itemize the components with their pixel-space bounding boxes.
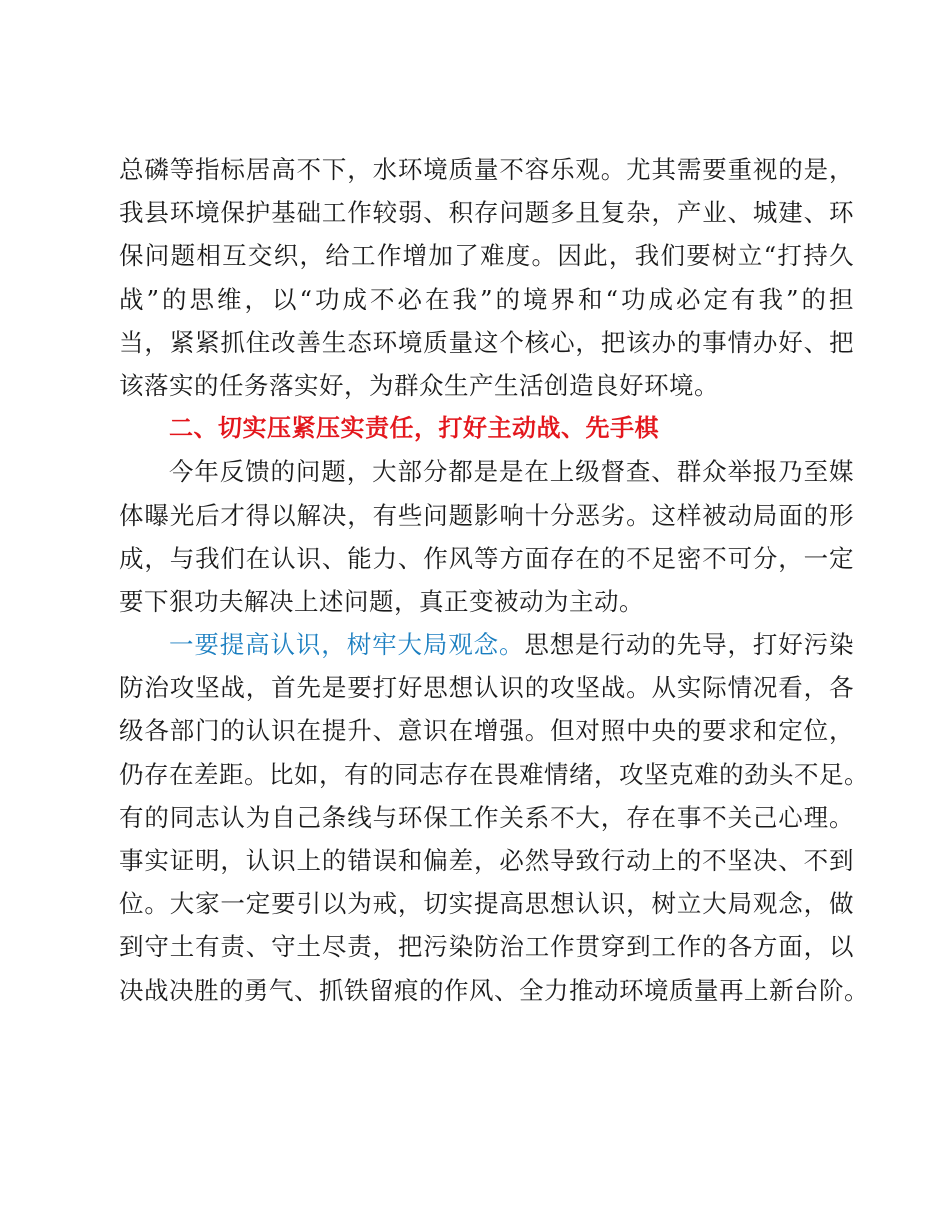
- text-line: 事实证明，认识上的错误和偏差，必然导致行动上的不坚决、不到: [119, 846, 854, 875]
- text-line: 今年反馈的问题，大部分都是是在上级督查、群众举报乃至媒: [169, 457, 854, 487]
- lead-line-rest: 思想是行动的先导，打好污染: [524, 630, 855, 660]
- text-line: 保问题相互交织，给工作增加了难度。因此，我们要树立“打持久: [119, 241, 854, 271]
- text-line: 战”的思维，以“功成不必在我”的境界和“功成必定有我”的担: [119, 284, 854, 314]
- paragraph-feedback-issues: [119, 450, 854, 623]
- paragraph-environment-status: [119, 148, 854, 407]
- subsection-lead: 一要提高认识，树牢大局观念。: [169, 630, 525, 660]
- text-line: 到守土有责、守土尽责，把污染防治工作贯穿到工作的各方面，以: [119, 932, 854, 962]
- paragraph-raise-awareness: [119, 623, 869, 1012]
- section-heading: 二、切实压紧压实责任，打好主动战、先手棋: [169, 414, 659, 443]
- text-line: 位。大家一定要引以为戒，切实提高思想认识，树立大局观念，做: [119, 889, 854, 919]
- text-line: 当，紧紧抓住改善生态环境质量这个核心，把该办的事情办好、把: [119, 327, 854, 357]
- text-line: 仍存在差距。比如，有的同志存在畏难情绪，攻坚克难的劲头不足。: [119, 759, 869, 789]
- document-body: [119, 148, 869, 1012]
- text-line: [119, 623, 854, 666]
- text-line: 决战决胜的勇气、抓铁留痕的作风、全力推动环境质量再上新台阶。: [119, 975, 869, 1005]
- text-line: 我县环境保护基础工作较弱、积存问题多且复杂，产业、城建、环: [119, 198, 854, 228]
- text-line: 要下狠功夫解决上述问题，真正变被动为主动。: [119, 586, 644, 616]
- text-line: 防治攻坚战，首先是要打好思想认识的攻坚战。从实际情况看，各: [119, 673, 854, 703]
- text-line: 该落实的任务落实好，为群众生产生活创造良好环境。: [119, 370, 719, 400]
- text-line: 总磷等指标居高不下，水环境质量不容乐观。尤其需要重视的是，: [119, 155, 854, 184]
- text-line: 有的同志认为自己条线与环保工作关系不大，存在事不关己心理。: [119, 802, 854, 832]
- text-line: 级各部门的认识在提升、意识在增强。但对照中央的要求和定位，: [119, 716, 854, 746]
- text-line: 体曝光后才得以解决，有些问题影响十分恶劣。这样被动局面的形: [119, 500, 854, 530]
- text-line: 成，与我们在认识、能力、作风等方面存在的不足密不可分，一定: [119, 543, 854, 573]
